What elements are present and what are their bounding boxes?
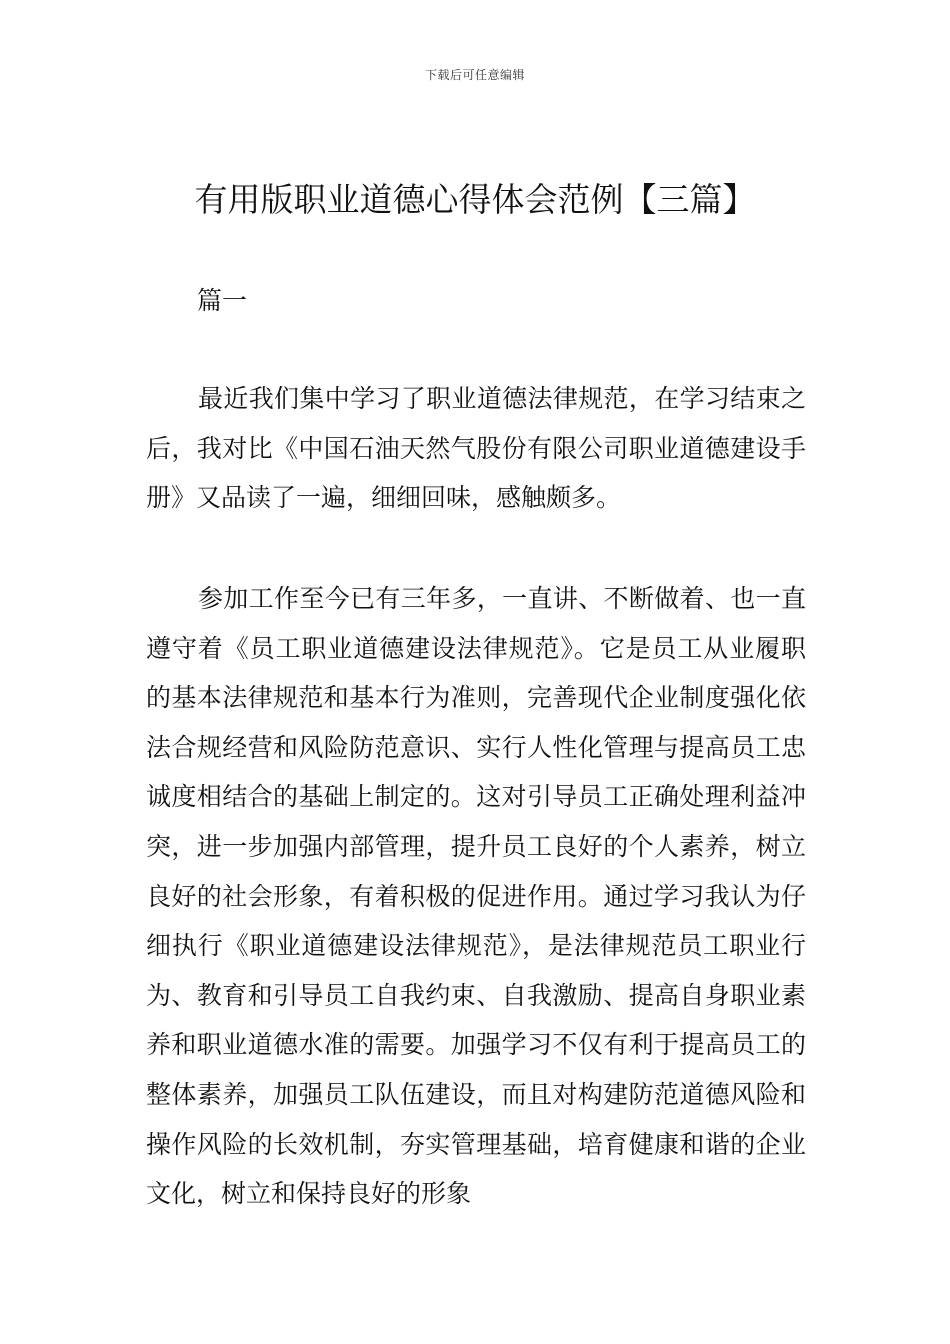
section-label: 篇一 — [197, 286, 248, 315]
paragraph: 参加工作至今已有三年多，一直讲、不断做着、也一直遵守着《员工职业道德建设法律规范》。它是员工从业履职的基本法律规范和基本行为准则，完善现代企业制度强化依法合规经营和风险防范意识、实行人性化管理与提高员工忠诚度相结合的基础上制定的。这对引导员工正确处理利益冲突，进一步加强内部管理，提升员工良好的个人素养，树立良好的社会形象，有着积极的促进作用。通过学习我认为仔细执行《职业道德建设法律规范》，是法律规范员工职业行为、教育和引导员工自我约束、自我激励、提高自身职业素养和职业道德水准的需要。加强学习不仅有利于提高员工的整体素养，加强员工队伍建设，而且对构建防范道德风险和操作风险的长效机制，夯实管理基础，培育健康和谐的企业文化，树立和保持良好的形象 — [146, 584, 806, 1209]
document-title: 有用版职业道德心得体会范例【三篇】 — [194, 180, 756, 219]
paragraph: 最近我们集中学习了职业道德法律规范，在学习结束之后，我对比《中国石油天然气股份有限公司职业道德建设手册》又品读了一遍，细细回味，感触颇多。 — [146, 384, 806, 513]
header-note: 下载后可任意编辑 — [424, 68, 525, 82]
